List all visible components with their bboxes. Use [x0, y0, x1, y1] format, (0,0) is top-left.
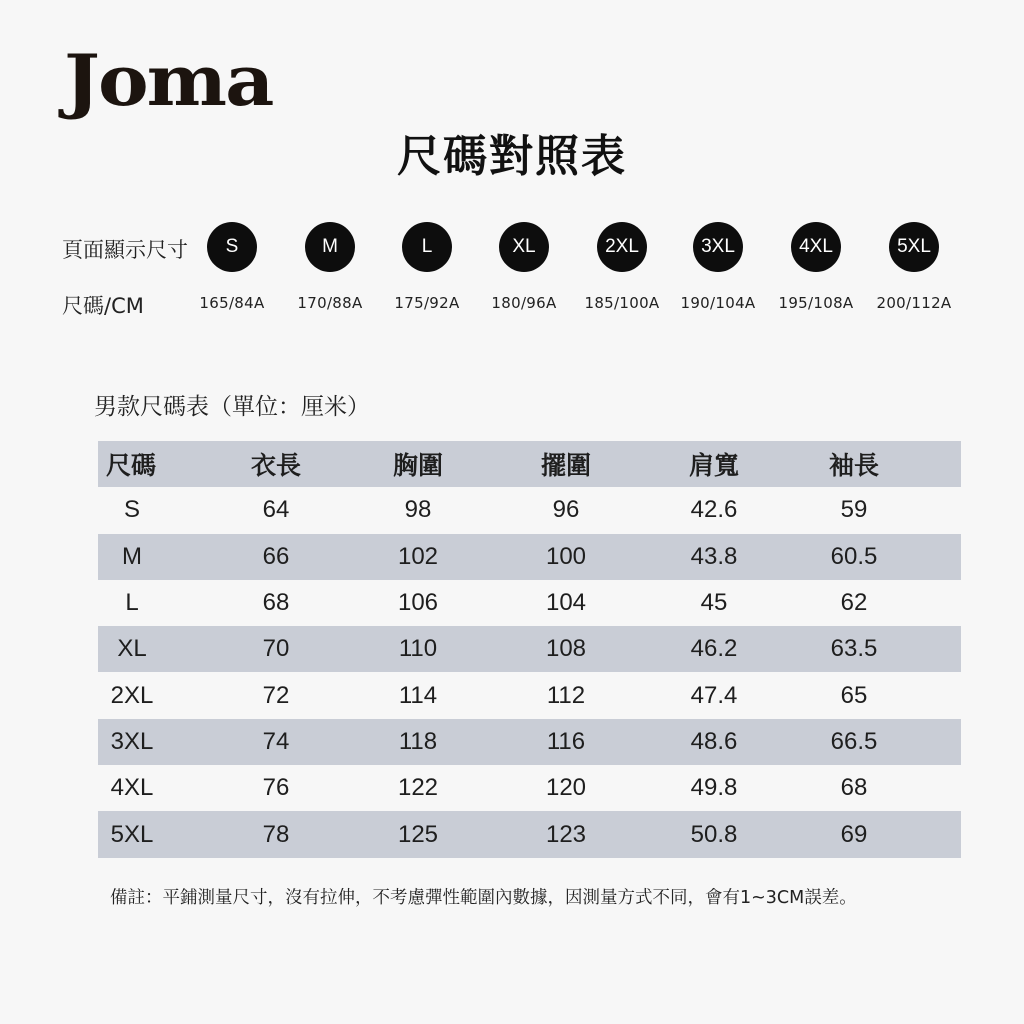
table-header-row — [98, 441, 961, 487]
size-circle-s: S — [207, 222, 257, 272]
table-cell: 50.8 — [690, 820, 738, 848]
size-circle-4xl: 4XL — [791, 222, 841, 272]
table-cell: 62 — [840, 589, 868, 617]
size-circle-m: M — [305, 222, 355, 272]
table-header-cell: 尺碼 — [106, 451, 157, 481]
table-row — [98, 534, 961, 580]
table-cell: 110 — [398, 635, 438, 663]
table-cell: 64 — [262, 496, 290, 524]
cm-value: 195/108A — [778, 294, 854, 312]
table-cell: 104 — [545, 589, 587, 617]
cm-size-label: 尺碼/CM — [62, 294, 144, 318]
table-cell: 114 — [398, 681, 438, 709]
table-cell: S — [123, 496, 140, 524]
table-cell: L — [125, 589, 139, 617]
size-circle-l: L — [402, 222, 452, 272]
cm-value: 165/84A — [199, 294, 265, 312]
table-cell: 42.6 — [690, 496, 738, 524]
table-cell: 68 — [840, 774, 868, 802]
table-cell: 4XL — [110, 774, 154, 802]
table-row — [98, 626, 961, 672]
table-cell: 65 — [840, 681, 868, 709]
size-table — [98, 441, 961, 858]
table-cell: 2XL — [110, 681, 154, 709]
size-circle-2xl: 2XL — [597, 222, 647, 272]
table-row — [98, 719, 961, 765]
table-cell: 49.8 — [690, 774, 738, 802]
table-cell: 102 — [397, 542, 439, 570]
table-cell: 5XL — [110, 820, 154, 848]
table-header-cell: 肩寬 — [688, 451, 739, 481]
table-cell: 69 — [840, 820, 868, 848]
table-cell: 116 — [546, 727, 586, 755]
table-cell: 106 — [397, 589, 439, 617]
size-circle-xl: XL — [499, 222, 549, 272]
table-cell: 72 — [262, 681, 290, 709]
table-cell: 45 — [700, 589, 728, 617]
table-cell: 46.2 — [690, 635, 738, 663]
table-cell: 120 — [545, 774, 587, 802]
table-cell: 47.4 — [690, 681, 738, 709]
table-row — [98, 580, 961, 626]
table-cell: 60.5 — [830, 542, 878, 570]
table-row — [98, 672, 961, 718]
cm-value: 190/104A — [680, 294, 756, 312]
table-cell: 78 — [262, 820, 290, 848]
table-cell: 63.5 — [830, 635, 878, 663]
table-cell: 3XL — [110, 727, 154, 755]
cm-value: 185/100A — [584, 294, 660, 312]
display-size-label: 頁面顯示尺寸 — [62, 238, 188, 262]
table-row — [98, 765, 961, 811]
table-row — [98, 811, 961, 857]
cm-value: 170/88A — [297, 294, 363, 312]
size-circle-3xl: 3XL — [693, 222, 743, 272]
table-header-cell: 袖長 — [828, 451, 879, 481]
table-cell: 112 — [546, 681, 586, 709]
table-cell: 43.8 — [690, 542, 738, 570]
table-caption: 男款尺碼表（單位：厘米） — [94, 394, 370, 420]
cm-value: 180/96A — [491, 294, 557, 312]
table-cell: M — [122, 542, 142, 570]
table-header-cell: 擺圍 — [540, 451, 591, 481]
table-cell: 74 — [262, 727, 290, 755]
table-row — [98, 487, 961, 533]
table-cell: 123 — [545, 820, 587, 848]
table-cell: 98 — [404, 496, 432, 524]
table-header-cell: 胸圍 — [392, 451, 443, 481]
table-cell: 68 — [262, 589, 290, 617]
table-cell: 108 — [545, 635, 587, 663]
brand-logo: Joma — [64, 39, 273, 122]
cm-value: 175/92A — [394, 294, 460, 312]
footnote: 備註：平鋪測量尺寸，沒有拉伸，不考慮彈性範圍內數據，因測量方式不同，會有1~3CM誤差。 — [110, 888, 857, 908]
table-cell: 59 — [840, 496, 868, 524]
table-cell: 70 — [262, 635, 290, 663]
table-cell: 125 — [397, 820, 439, 848]
table-cell: 96 — [552, 496, 580, 524]
table-cell: 48.6 — [690, 727, 738, 755]
table-cell: 118 — [398, 727, 438, 755]
table-cell: XL — [117, 635, 147, 663]
page-title: 尺碼對照表 — [397, 131, 627, 182]
table-cell: 122 — [397, 774, 439, 802]
size-circle-5xl: 5XL — [889, 222, 939, 272]
table-header-cell: 衣長 — [250, 451, 301, 481]
table-cell: 100 — [545, 542, 587, 570]
table-cell: 76 — [262, 774, 290, 802]
table-cell: 66 — [262, 542, 290, 570]
cm-value: 200/112A — [876, 294, 952, 312]
table-cell: 66.5 — [830, 727, 878, 755]
